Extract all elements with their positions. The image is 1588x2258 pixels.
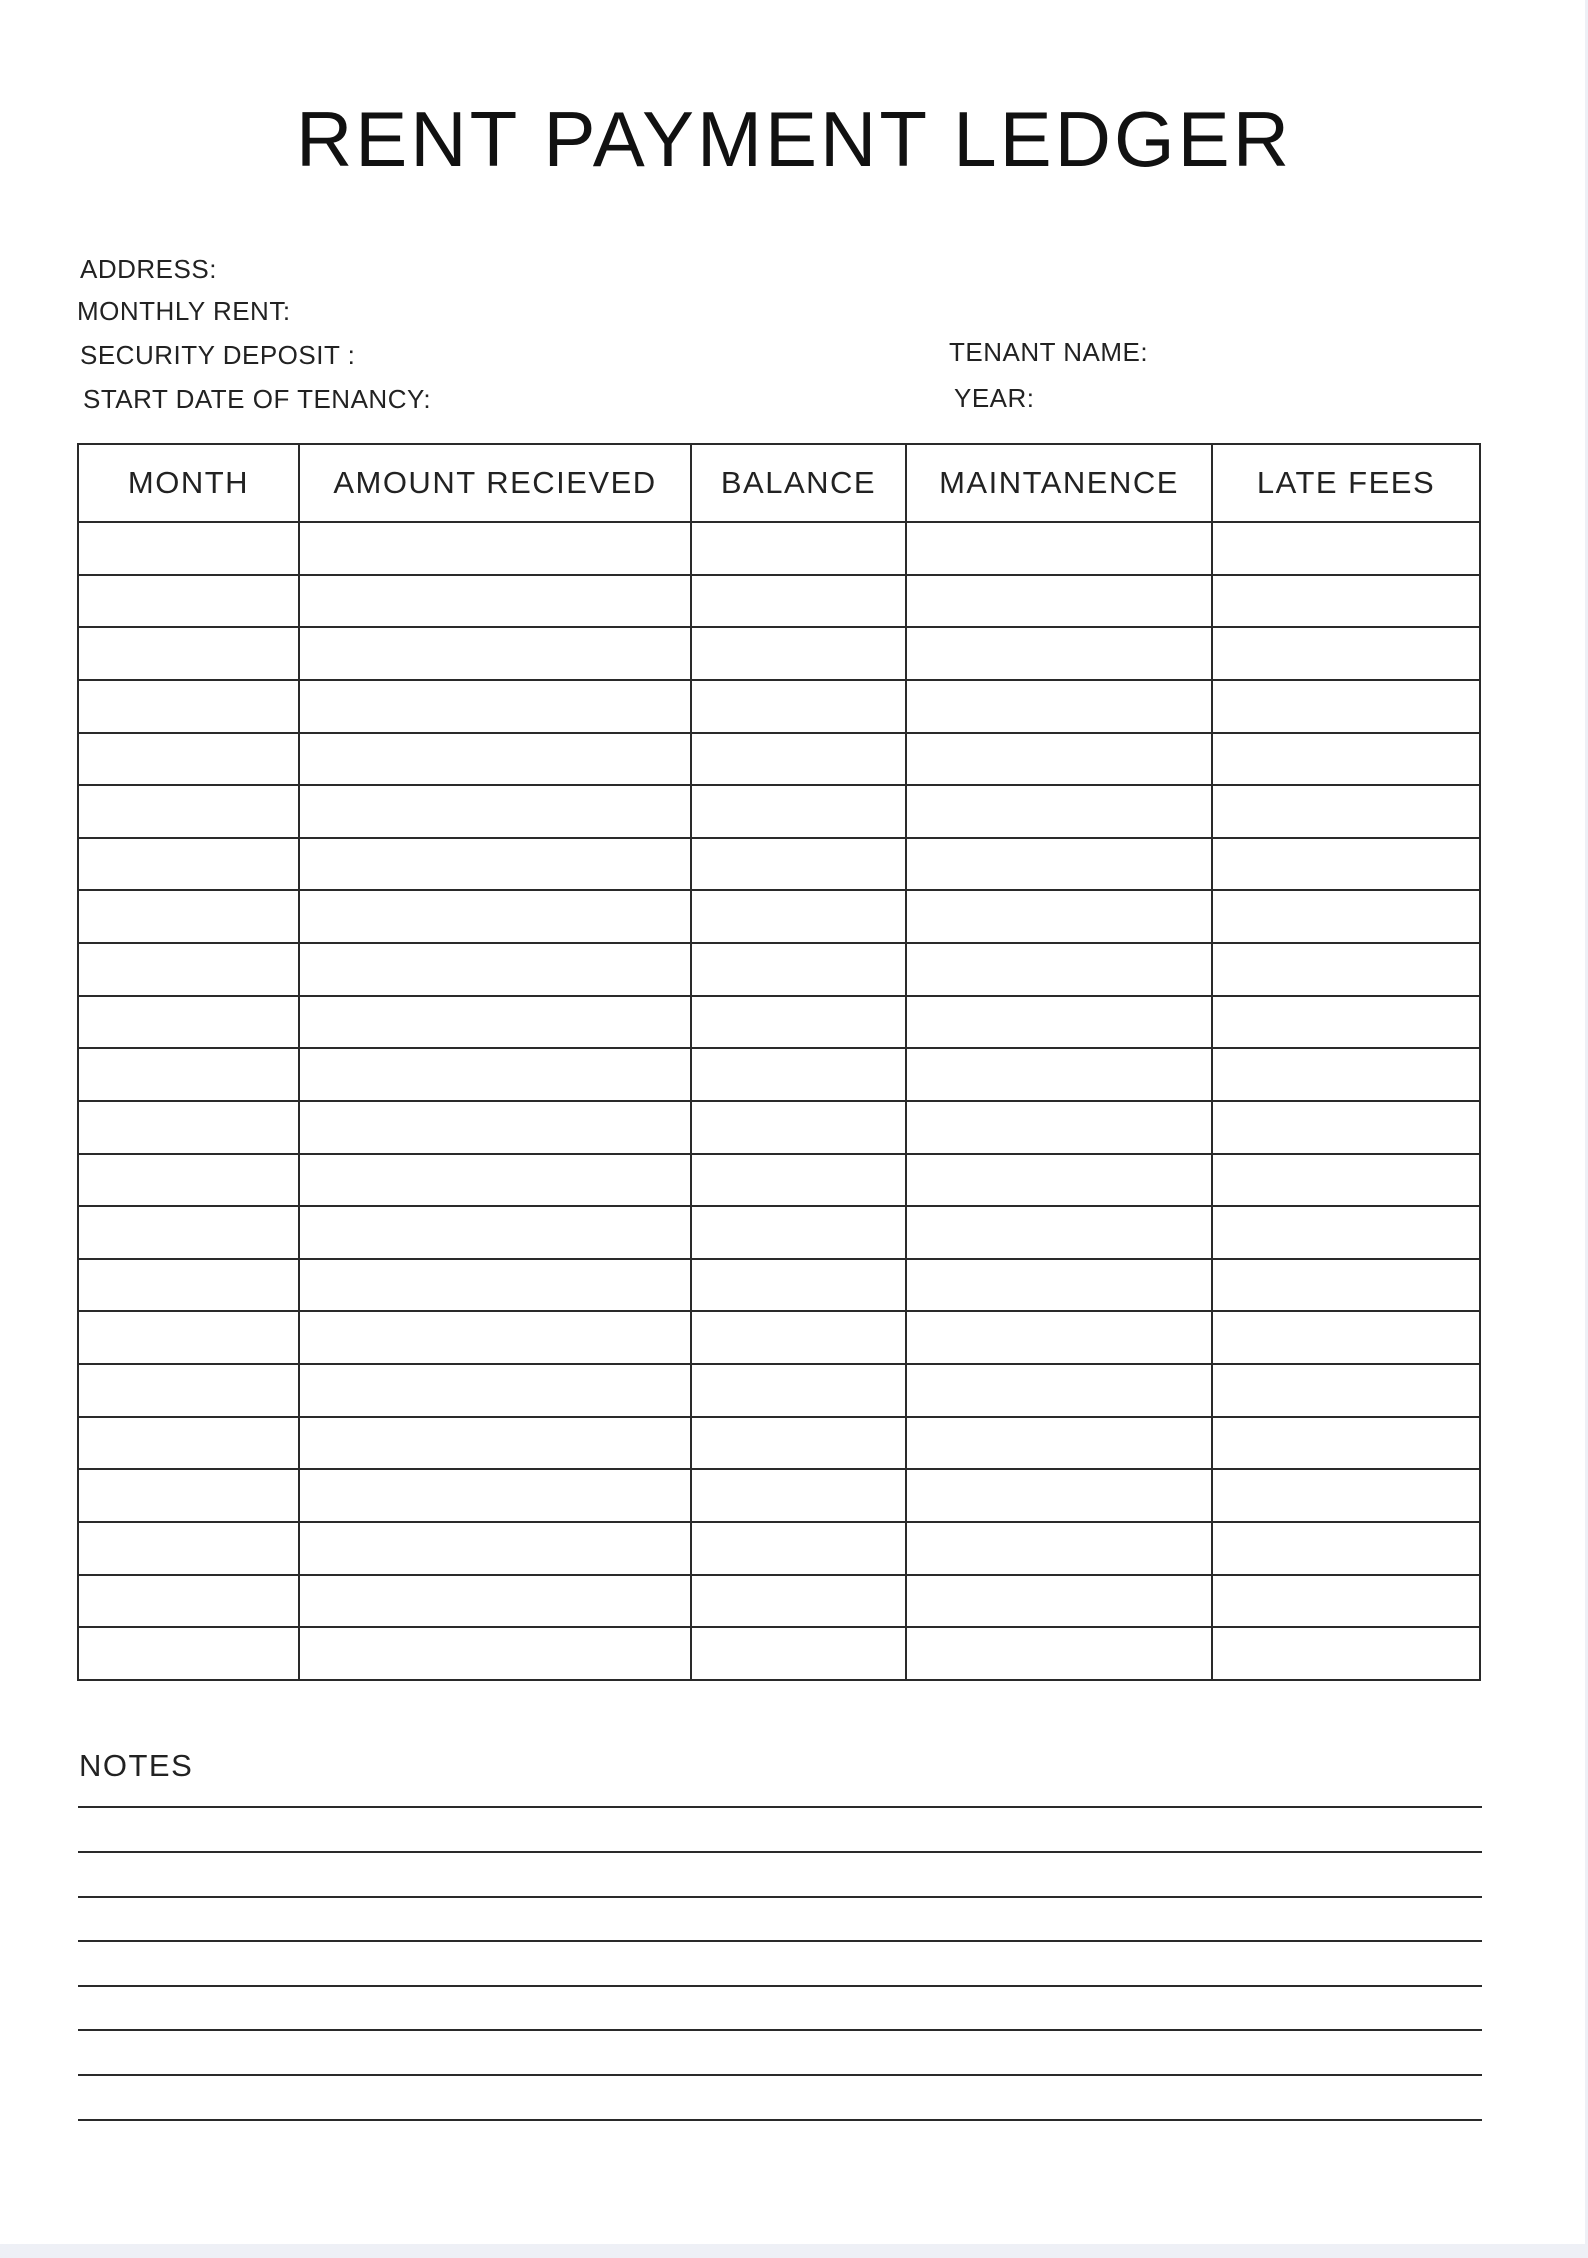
cell-month[interactable] bbox=[78, 785, 299, 838]
cell-month[interactable] bbox=[78, 1575, 299, 1628]
cell-balance[interactable] bbox=[691, 680, 906, 733]
table-row bbox=[78, 680, 1480, 733]
cell-month[interactable] bbox=[78, 1364, 299, 1417]
table-row bbox=[78, 575, 1480, 628]
cell-balance[interactable] bbox=[691, 890, 906, 943]
cell-late-fees[interactable] bbox=[1212, 1154, 1480, 1207]
table-row bbox=[78, 1627, 1480, 1680]
table-header-row bbox=[78, 444, 1480, 522]
cell-balance[interactable] bbox=[691, 943, 906, 996]
cell-month[interactable] bbox=[78, 943, 299, 996]
cell-balance[interactable] bbox=[691, 627, 906, 680]
cell-balance[interactable] bbox=[691, 522, 906, 575]
year-label: YEAR: bbox=[954, 383, 1035, 413]
cell-late-fees[interactable] bbox=[1212, 1048, 1480, 1101]
cell-maintenance[interactable] bbox=[906, 1206, 1212, 1259]
cell-month[interactable] bbox=[78, 1522, 299, 1575]
cell-balance[interactable] bbox=[691, 838, 906, 891]
cell-balance[interactable] bbox=[691, 1417, 906, 1470]
cell-month[interactable] bbox=[78, 1048, 299, 1101]
note-line[interactable] bbox=[78, 1806, 1482, 1808]
cell-balance[interactable] bbox=[691, 1311, 906, 1364]
note-line[interactable] bbox=[78, 1851, 1482, 1853]
table-row bbox=[78, 1575, 1480, 1628]
cell-month[interactable] bbox=[78, 1469, 299, 1522]
cell-maintenance[interactable] bbox=[906, 1417, 1212, 1470]
table-row bbox=[78, 1417, 1480, 1470]
cell-month[interactable] bbox=[78, 1311, 299, 1364]
cell-maintenance[interactable] bbox=[906, 996, 1212, 1049]
ledger-body bbox=[78, 522, 1480, 1680]
cell-amount-received[interactable] bbox=[299, 1259, 691, 1312]
cell-amount-received[interactable] bbox=[299, 943, 691, 996]
cell-maintenance[interactable] bbox=[906, 627, 1212, 680]
table-row bbox=[78, 1048, 1480, 1101]
cell-amount-received[interactable] bbox=[299, 1206, 691, 1259]
cell-maintenance[interactable] bbox=[906, 733, 1212, 786]
start-date-label: START DATE OF TENANCY: bbox=[83, 384, 432, 414]
table-row bbox=[78, 522, 1480, 575]
cell-maintenance[interactable] bbox=[906, 785, 1212, 838]
cell-month[interactable] bbox=[78, 1154, 299, 1207]
cell-late-fees[interactable] bbox=[1212, 996, 1480, 1049]
cell-month[interactable] bbox=[78, 1417, 299, 1470]
cell-amount-received[interactable] bbox=[299, 1048, 691, 1101]
table-row bbox=[78, 838, 1480, 891]
table-row bbox=[78, 1311, 1480, 1364]
cell-maintenance[interactable] bbox=[906, 890, 1212, 943]
monthly-rent-label: MONTHLY RENT: bbox=[77, 296, 291, 326]
cell-maintenance[interactable] bbox=[906, 1469, 1212, 1522]
cell-maintenance[interactable] bbox=[906, 1154, 1212, 1207]
cell-late-fees[interactable] bbox=[1212, 1206, 1480, 1259]
table-row bbox=[78, 943, 1480, 996]
table-row bbox=[78, 627, 1480, 680]
column-header-month: MONTH bbox=[78, 444, 299, 522]
cell-late-fees[interactable] bbox=[1212, 785, 1480, 838]
note-line[interactable] bbox=[78, 1940, 1482, 1942]
cell-maintenance[interactable] bbox=[906, 1259, 1212, 1312]
cell-maintenance[interactable] bbox=[906, 680, 1212, 733]
cell-balance[interactable] bbox=[691, 1154, 906, 1207]
cell-balance[interactable] bbox=[691, 575, 906, 628]
cell-late-fees[interactable] bbox=[1212, 1627, 1480, 1680]
cell-balance[interactable] bbox=[691, 733, 906, 786]
cell-balance[interactable] bbox=[691, 1259, 906, 1312]
tenant-name-label: TENANT NAME: bbox=[949, 337, 1149, 367]
cell-amount-received[interactable] bbox=[299, 1522, 691, 1575]
cell-amount-received[interactable] bbox=[299, 1154, 691, 1207]
cell-maintenance[interactable] bbox=[906, 1364, 1212, 1417]
cell-late-fees[interactable] bbox=[1212, 1259, 1480, 1312]
table-row bbox=[78, 1522, 1480, 1575]
cell-amount-received[interactable] bbox=[299, 1575, 691, 1628]
cell-late-fees[interactable] bbox=[1212, 1311, 1480, 1364]
note-line[interactable] bbox=[78, 1896, 1482, 1898]
cell-balance[interactable] bbox=[691, 1048, 906, 1101]
cell-amount-received[interactable] bbox=[299, 1469, 691, 1522]
cell-amount-received[interactable] bbox=[299, 1364, 691, 1417]
table-row bbox=[78, 1101, 1480, 1154]
table-row bbox=[78, 996, 1480, 1049]
cell-amount-received[interactable] bbox=[299, 733, 691, 786]
table-row bbox=[78, 1154, 1480, 1207]
column-header-balance: BALANCE bbox=[691, 444, 906, 522]
note-line[interactable] bbox=[78, 2119, 1482, 2121]
cell-amount-received[interactable] bbox=[299, 1627, 691, 1680]
table-row bbox=[78, 1259, 1480, 1312]
cell-maintenance[interactable] bbox=[906, 838, 1212, 891]
cell-month[interactable] bbox=[78, 627, 299, 680]
ledger-table bbox=[77, 443, 1481, 1681]
cell-balance[interactable] bbox=[691, 1364, 906, 1417]
cell-amount-received[interactable] bbox=[299, 575, 691, 628]
cell-late-fees[interactable] bbox=[1212, 1575, 1480, 1628]
table-row bbox=[78, 785, 1480, 838]
cell-month[interactable] bbox=[78, 680, 299, 733]
cell-late-fees[interactable] bbox=[1212, 1522, 1480, 1575]
cell-late-fees[interactable] bbox=[1212, 890, 1480, 943]
cell-late-fees[interactable] bbox=[1212, 680, 1480, 733]
cell-balance[interactable] bbox=[691, 1206, 906, 1259]
security-deposit-label: SECURITY DEPOSIT : bbox=[80, 340, 356, 370]
table-row bbox=[78, 890, 1480, 943]
cell-late-fees[interactable] bbox=[1212, 1469, 1480, 1522]
cell-month[interactable] bbox=[78, 1259, 299, 1312]
cell-month[interactable] bbox=[78, 1627, 299, 1680]
cell-late-fees[interactable] bbox=[1212, 943, 1480, 996]
cell-maintenance[interactable] bbox=[906, 1575, 1212, 1628]
table-row bbox=[78, 1364, 1480, 1417]
cell-maintenance[interactable] bbox=[906, 575, 1212, 628]
cell-amount-received[interactable] bbox=[299, 1311, 691, 1364]
cell-amount-received[interactable] bbox=[299, 838, 691, 891]
note-line[interactable] bbox=[78, 2074, 1482, 2076]
table-row bbox=[78, 733, 1480, 786]
table-row bbox=[78, 1206, 1480, 1259]
cell-amount-received[interactable] bbox=[299, 522, 691, 575]
cell-late-fees[interactable] bbox=[1212, 1364, 1480, 1417]
column-header-amount-received: AMOUNT RECIEVED bbox=[299, 444, 691, 522]
cell-balance[interactable] bbox=[691, 1575, 906, 1628]
cell-balance[interactable] bbox=[691, 1101, 906, 1154]
cell-maintenance[interactable] bbox=[906, 1048, 1212, 1101]
cell-amount-received[interactable] bbox=[299, 627, 691, 680]
cell-month[interactable] bbox=[78, 1206, 299, 1259]
cell-late-fees[interactable] bbox=[1212, 733, 1480, 786]
cell-month[interactable] bbox=[78, 996, 299, 1049]
cell-amount-received[interactable] bbox=[299, 890, 691, 943]
cell-maintenance[interactable] bbox=[906, 1627, 1212, 1680]
cell-balance[interactable] bbox=[691, 1627, 906, 1680]
cell-late-fees[interactable] bbox=[1212, 1101, 1480, 1154]
cell-month[interactable] bbox=[78, 522, 299, 575]
cell-month[interactable] bbox=[78, 838, 299, 891]
cell-amount-received[interactable] bbox=[299, 1417, 691, 1470]
cell-late-fees[interactable] bbox=[1212, 627, 1480, 680]
cell-amount-received[interactable] bbox=[299, 996, 691, 1049]
cell-amount-received[interactable] bbox=[299, 680, 691, 733]
cell-balance[interactable] bbox=[691, 996, 906, 1049]
cell-month[interactable] bbox=[78, 733, 299, 786]
note-line[interactable] bbox=[78, 1985, 1482, 1987]
cell-balance[interactable] bbox=[691, 1522, 906, 1575]
cell-amount-received[interactable] bbox=[299, 785, 691, 838]
address-label: ADDRESS: bbox=[80, 254, 217, 284]
cell-amount-received[interactable] bbox=[299, 1101, 691, 1154]
column-header-maintenance: MAINTANENCE bbox=[906, 444, 1212, 522]
cell-month[interactable] bbox=[78, 575, 299, 628]
table-row bbox=[78, 1469, 1480, 1522]
cell-maintenance[interactable] bbox=[906, 1101, 1212, 1154]
cell-month[interactable] bbox=[78, 1101, 299, 1154]
cell-maintenance[interactable] bbox=[906, 943, 1212, 996]
note-line[interactable] bbox=[78, 2029, 1482, 2031]
column-header-late-fees: LATE FEES bbox=[1212, 444, 1480, 522]
cell-maintenance[interactable] bbox=[906, 1311, 1212, 1364]
cell-late-fees[interactable] bbox=[1212, 1417, 1480, 1470]
page-title: RENT PAYMENT LEDGER bbox=[295, 95, 1293, 183]
cell-balance[interactable] bbox=[691, 785, 906, 838]
cell-late-fees[interactable] bbox=[1212, 522, 1480, 575]
notes-label: NOTES bbox=[79, 1748, 194, 1783]
cell-maintenance[interactable] bbox=[906, 1522, 1212, 1575]
cell-late-fees[interactable] bbox=[1212, 838, 1480, 891]
cell-maintenance[interactable] bbox=[906, 522, 1212, 575]
cell-late-fees[interactable] bbox=[1212, 575, 1480, 628]
cell-month[interactable] bbox=[78, 890, 299, 943]
cell-balance[interactable] bbox=[691, 1469, 906, 1522]
